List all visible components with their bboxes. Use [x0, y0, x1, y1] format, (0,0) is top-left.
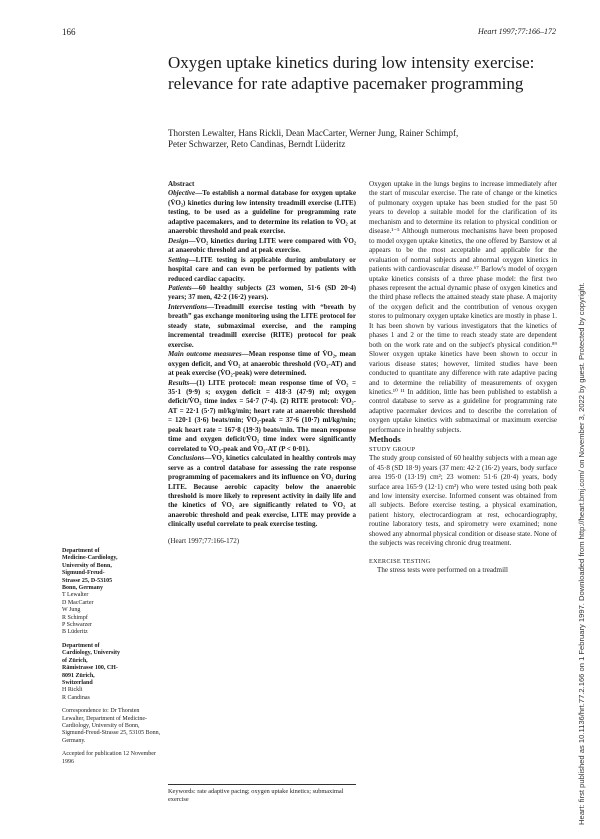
- abstract-patients: Patients—60 healthy subjects (23 women, 51·6 (SD 20·4) years; 37 men, 42·2 (16·2) years).: [168, 283, 356, 302]
- exercise-testing-heading: EXERCISE TESTING: [369, 557, 431, 565]
- affil-person: R Candinas: [62, 694, 90, 701]
- affil-line: Switzerland: [62, 679, 93, 686]
- affiliation-bonn: [62, 548, 162, 637]
- affil-person: W Jung: [62, 607, 81, 614]
- affil-person: T Lewalter: [62, 592, 89, 599]
- abstract-conclusions: Conclusions—V̇O₂ kinetics calculated in healthy controls may serve as a control database for assessing the rate response programming of pacemakers and its influence on V̇O₂ during LITE. Because aerobic capacity below the anaerobic threshold is more likely to represent activity in daily life and the kinetics of V̇O₂ are significantly related to V̇O₂ at anaerobic threshold and peak exercise, LITE may provide a clinically useful correlate to peak exercise testing.: [168, 454, 356, 529]
- abstract-interventions: Interventions—Treadmill exercise testing with “breath by breath” gas exchange monitoring using the LITE protocol for steady state, submaximal exercise, and the ramping incremental treadmill exercise (RITE) protocol for peak exercise.: [168, 302, 356, 349]
- keywords: Keywords: rate adaptive pacing; oxygen uptake kinetics; submaximal exercise: [168, 784, 356, 804]
- affil-person: H Rickli: [62, 687, 83, 694]
- correspondence: Correspondence to: Dr Thorsten Lewalter, Department of Medicine-Cardiology, University of Bonn, Sigmund-Freud-Strasse 25, 53105 Bonn, Germany.: [62, 708, 161, 744]
- intro-paragraph: Oxygen uptake in the lungs begins to increase immediately after the start of muscular exercise. The rate of change or the kinetics of pulmonary oxygen uptake has been studied for the past 50 years to develop a suitable model for the clarification of its mechanism and to determine its relation to physical condition or disease.¹⁻⁵ Although numerous mechanisms have been proposed to model oxygen uptake kinetics, the one offered by Barstow et al appears to be the most acceptable and applicable for the evaluation of normal subjects and abnormal oxygen kinetics in patients with cardiovascular disease.⁶⁷ Barlow's model of oxygen uptake kinetics consists of a three phase model: the first two phases represent the actual dynamic phase of oxygen kinetics and the third phase reflects the attained steady state phase. A majority of the oxygen deficit and the contribution of venous oxygen stores to pulmonary oxygen uptake kinetics are mostly in phase 1. It has been shown by various investigators that the kinetics of phases 1 and 2 or the time to reach steady state are dependent both on the work rate and on the subject's physical condition.⁸⁹ Slower oxygen uptake kinetics have been shown to occur in various disease states; however, limited studies have been conducted to quantitate any difference with rate adaptive pacing and to determine the reliability of measurements of oxygen kinetics.¹⁰ ¹¹ In addition, little has been published to establish a control database to serve as a guideline for programming rate adaptive pacemaker devices and to describe the correlation of oxygen uptake kinetics with submaximal or maximum exercise performance in healthy subjects.: [369, 180, 557, 434]
- design-text: V̇O₂ kinetics during LITE were compared with V̇O₂ at anaerobic threshold and at peak exercise.: [168, 236, 356, 255]
- affil-line: Medicine-Cardiology,: [62, 555, 118, 562]
- setting-label: Setting: [168, 255, 189, 264]
- page-number: 166: [62, 27, 76, 37]
- methods-heading: Methods: [369, 434, 401, 445]
- affil-line: of Zürich,: [62, 657, 88, 664]
- abstract-setting: Setting—LITE testing is applicable during ambulatory or hospital care and can even be performed by patients with reduced cardiac capacity.: [168, 255, 356, 283]
- abstract-design: Design—V̇O₂ kinetics during LITE were compared with V̇O₂ at anaerobic threshold and at peak exercise.: [168, 236, 356, 255]
- affil-line: Bonn, Germany: [62, 585, 104, 592]
- affiliation-zurich: [62, 643, 162, 702]
- affil-person: D MacCarter: [62, 599, 94, 606]
- study-group-heading: STUDY GROUP: [369, 445, 416, 453]
- affil-line: 8091 Zürich,: [62, 672, 95, 679]
- abstract-heading: Abstract: [168, 180, 195, 188]
- author-line: Peter Schwarzer, Reto Candinas, Berndt Lüderitz: [168, 139, 346, 149]
- affil-line: Rämistrasse 100, CH-: [62, 665, 118, 672]
- abstract-objective: Objective—To establish a normal database for oxygen uptake (V̇O₂) kinetics during low intensity treadmill exercise (LITE) testing, to be used as a guideline for programming rate adaptive pacemakers, and to determine its relation to V̇O₂ at anaerobic threshold and peak exercise.: [168, 189, 356, 236]
- body-column: [369, 180, 557, 576]
- abstract-results: Results—(1) LITE protocol: mean response time of V̇O₂ = 35·1 (9·9) s; oxygen deficit = 418·3 (47·9) ml; oxygen deficit/V̇O₂ time index = 54·7 (7·4). (2) RITE protocol: V̇O₂-AT = 22·1 (5·7) ml/kg/min; heart rate at anaerobic threshold = 120·1 (3·6) beats/min; V̇O₂-peak = 37·6 (10·7) ml/kg/min; peak heart rate = 167·8 (19·3) beats/min. The mean response time and oxygen deficit/V̇O₂ time index were significantly correlated to V̇O₂-peak and V̇O₂-AT (P < 0·01).: [168, 378, 356, 453]
- study-group-paragraph: The study group consisted of 60 healthy subjects with a mean age of 45·8 (SD 18·9) years (37 men: 42·2 (16·2) years, body surface area 195·0 (13·19) cm²; 23 women: 51·6 (20·4) years, body surface area 165·9 (12·1) cm²) who were tested using both peak and low intensity exercise. Informed consent was obtained from all subjects. Before exercise testing, a physical examination, patient history, electrocardiogram at rest, echocardiography, routine laboratory tests, and spirometry were examined; none showed any abnormal physical condition or disease state. None of the subjects was receiving chronic drug treatment.: [369, 454, 557, 548]
- affil-person: R Schimpf: [62, 614, 88, 621]
- affil-line: Department of: [62, 642, 100, 649]
- affil-line: Strasse 25, D-53105: [62, 577, 113, 584]
- affil-person: B Lüderitz: [62, 629, 88, 636]
- running-head: Heart 1997;77:166–172: [478, 27, 556, 36]
- interventions-label: Interventions: [168, 302, 208, 311]
- results-label: Results: [168, 378, 190, 387]
- accepted-date: Accepted for publication 12 November 1996: [62, 751, 156, 765]
- interventions-text: Treadmill exercise testing with “breath by breath” gas exchange monitoring using the LITE protocol for steady state, submaximal exercise, and the ramping incremental treadmill exercise (RITE) protocol for peak exercise.: [168, 302, 356, 349]
- affil-line: Department of: [62, 548, 100, 554]
- patients-text: 60 healthy subjects (23 women, 51·6 (SD 20·4) years; 37 men, 42·2 (16·2) years).: [168, 283, 356, 302]
- objective-label: Objective: [168, 189, 196, 198]
- copyright-sidebar: Heart: first published as 10.1136/hrt.77.2.166 on 1 February 1997. Downloaded from http://heart.bmj.com/ on November 3, 2022 by guest. Protected by copyright.: [577, 282, 586, 825]
- author-line: Thorsten Lewalter, Hans Rickli, Dean MacCarter, Werner Jung, Rainer Schimpf,: [168, 128, 459, 138]
- affil-line: University of Bonn,: [62, 562, 112, 569]
- outcome-text: Mean response time of V̇O₂, mean oxygen deficit, and V̇O₂ at anaerobic threshold (V̇O₂-AT) and at peak exercise (V̇O₂-peak) were determined.: [168, 350, 356, 378]
- exercise-testing-paragraph: The stress tests were performed on a treadmill: [377, 566, 508, 575]
- abstract: [168, 180, 356, 546]
- conclusions-text: V̇O₂ kinetics calculated in healthy controls may serve as a control database for assessing the rate response programming of pacemakers and its influence on V̇O₂ during LITE. Because aerobic capacity below the anaerobic threshold is more likely to represent activity in daily life and the kinetics of V̇O₂ are significantly related to V̇O₂ at anaerobic threshold and peak exercise, LITE may provide a clinically useful correlate to peak exercise testing.: [168, 454, 356, 529]
- outcome-label: Main outcome measures: [168, 350, 242, 359]
- author-list: [168, 128, 548, 150]
- affil-line: Sigmund-Freud-: [62, 570, 105, 577]
- affiliations: [62, 548, 162, 772]
- article-title: Oxygen uptake kinetics during low intensity exercise: relevance for rate adaptive pacemaker programming: [168, 53, 535, 93]
- affil-line: Cardiology, University: [62, 650, 120, 657]
- abstract-citation: (Heart 1997;77:166-172): [168, 536, 240, 545]
- design-label: Design: [168, 236, 189, 245]
- objective-text: To establish a normal database for oxygen uptake (V̇O₂) kinetics during low intensity treadmill exercise (LITE) testing, to be used as a guideline for programming rate adaptive pacemakers, and to determine its relation to V̇O₂ at anaerobic threshold and peak exercise.: [168, 189, 356, 236]
- results-text: (1) LITE protocol: mean response time of V̇O₂ = 35·1 (9·9) s; oxygen deficit = 418·3 (47·9) ml; oxygen deficit/V̇O₂ time index = 54·7 (7·4). (2) RITE protocol: V̇O₂-AT = 22·1 (5·7) ml/kg/min; heart rate at anaerobic threshold = 120·1 (3·6) beats/min; V̇O₂-peak = 37·6 (10·7) ml/kg/min; peak heart rate = 167·8 (19·3) beats/min. The mean response time and oxygen deficit/V̇O₂ time index were significantly correlated to V̇O₂-peak and V̇O₂-AT (P < 0·01).: [168, 378, 356, 453]
- affil-person: P Schwarzer: [62, 622, 92, 629]
- patients-label: Patients: [168, 283, 192, 292]
- abstract-outcome: Main outcome measures—Mean response time of V̇O₂, mean oxygen deficit, and V̇O₂ at anaerobic threshold (V̇O₂-AT) and at peak exercise (V̇O₂-peak) were determined.: [168, 350, 356, 378]
- conclusions-label: Conclusions: [168, 454, 205, 463]
- setting-text: LITE testing is applicable during ambulatory or hospital care and can even be performed by patients with reduced cardiac capacity.: [168, 255, 356, 283]
